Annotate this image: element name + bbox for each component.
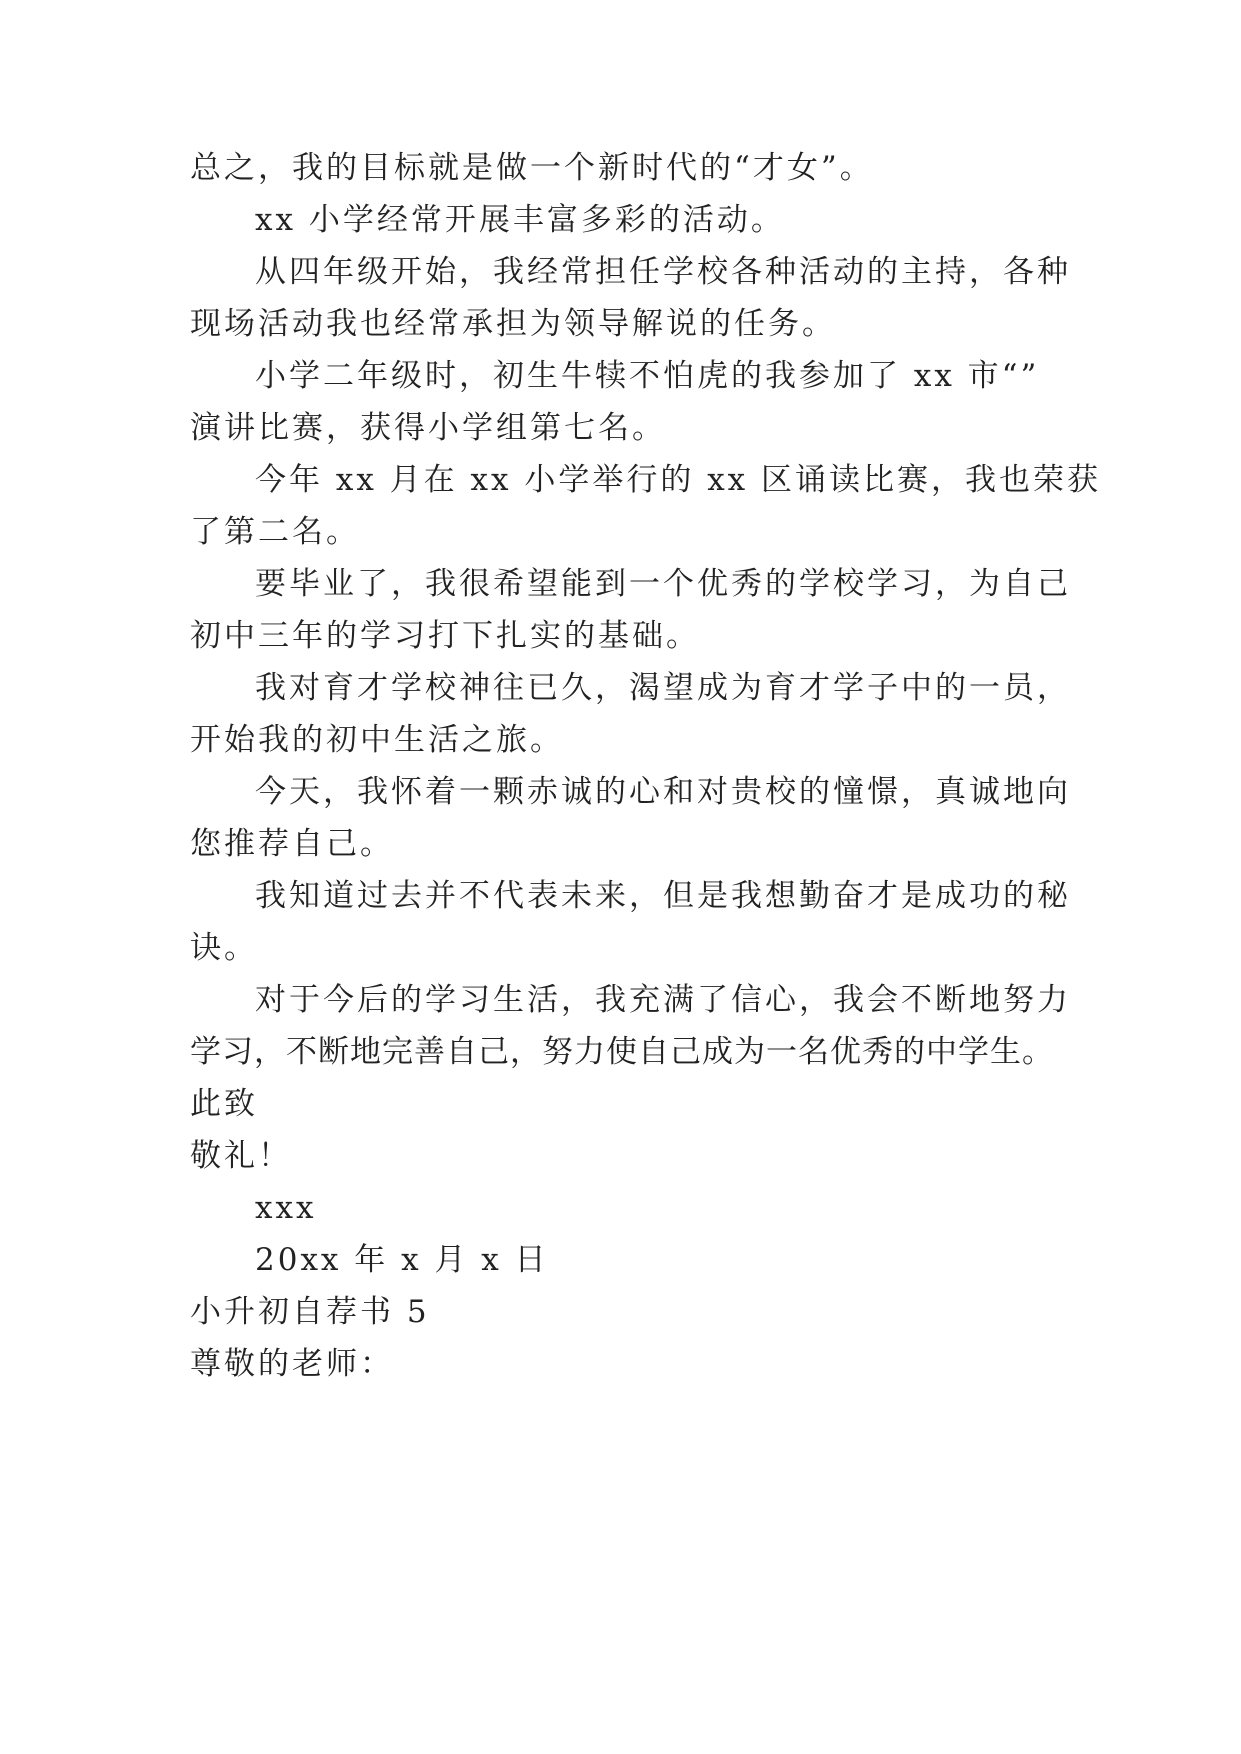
- section-title: 小升初自荐书 5: [190, 1294, 430, 1330]
- paragraph-line: 要毕业了，我很希望能到一个优秀的学校学习，为自己: [255, 566, 1071, 602]
- paragraph-line: 您推荐自己。: [190, 826, 394, 862]
- paragraph-line: 今年 xx 月在 xx 小学举行的 xx 区诵读比赛，我也荣获: [255, 462, 1102, 498]
- paragraph-line: 初中三年的学习打下扎实的基础。: [190, 618, 700, 654]
- paragraph-line: 演讲比赛，获得小学组第七名。: [190, 410, 666, 446]
- paragraph-line: 今天，我怀着一颗赤诚的心和对贵校的憧憬，真诚地向: [255, 774, 1071, 810]
- paragraph-line: 了第二名。: [190, 514, 360, 550]
- paragraph-line: 学习，不断地完善自己，努力使自己成为一名优秀的中学生。: [190, 1034, 1054, 1070]
- paragraph-line: 总之，我的目标就是做一个新时代的“才女”。: [190, 150, 874, 186]
- paragraph-line: 我对育才学校神往已久，渴望成为育才学子中的一员，: [255, 670, 1071, 706]
- paragraph-line: 诀。: [190, 930, 258, 966]
- paragraph-line: 从四年级开始，我经常担任学校各种活动的主持，各种: [255, 254, 1071, 290]
- greeting-line: 尊敬的老师：: [190, 1346, 394, 1382]
- signature-name: xxx: [255, 1190, 317, 1226]
- signature-date: 20xx 年 x 月 x 日: [255, 1242, 549, 1278]
- paragraph-line: 我知道过去并不代表未来，但是我想勤奋才是成功的秘: [255, 878, 1071, 914]
- paragraph-line: 对于今后的学习生活，我充满了信心，我会不断地努力: [255, 982, 1071, 1018]
- paragraph-line: 现场活动我也经常承担为领导解说的任务。: [190, 306, 836, 342]
- paragraph-line: 小学二年级时，初生牛犊不怕虎的我参加了 xx 市“”: [255, 358, 1040, 394]
- paragraph-line: 开始我的初中生活之旅。: [190, 722, 564, 758]
- paragraph-line: xx 小学经常开展丰富多彩的活动。: [255, 202, 785, 238]
- closing-regards: 敬礼！: [190, 1138, 292, 1174]
- closing-salutation: 此致: [190, 1086, 258, 1122]
